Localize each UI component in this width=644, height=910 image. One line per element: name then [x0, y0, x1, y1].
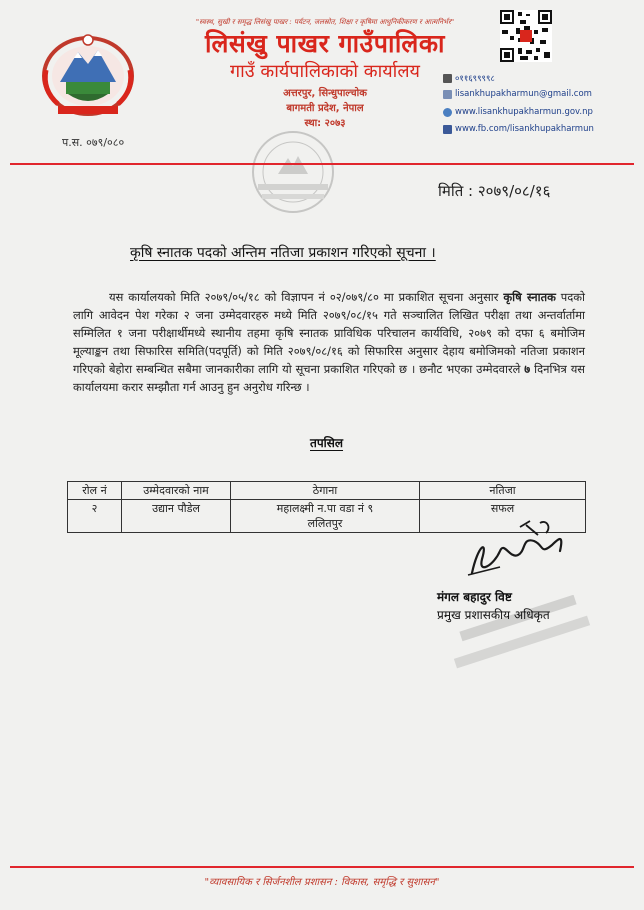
notice-date: मिति : २०७९/०८/१६	[438, 182, 551, 200]
reference-number: प.स. ०७९/०८०	[62, 136, 125, 149]
cell-roll: २	[68, 500, 122, 533]
cell-result: सफल	[420, 500, 586, 533]
col-result: नतिजा	[420, 482, 586, 500]
contact-phone: ०११६९९९९८	[443, 73, 495, 84]
col-name: उम्मेदवारको नाम	[122, 482, 231, 500]
header-tagline: "स्वस्थ, सुखी र समृद्ध लिसंखु पाखर : पर्यटन, जलस्रोत, शिक्षा र कृषिमा आधुनिकीकरण र आत्मनिर्भर"	[195, 18, 455, 26]
footer-divider	[10, 866, 634, 868]
address-line-1: अत्तरपुर, सिन्धुपाल्चोक	[283, 88, 367, 99]
col-address: ठेगाना	[231, 482, 420, 500]
signer-title: प्रमुख प्रशासकीय अधिकृत	[437, 608, 550, 622]
cell-address: महालक्ष्मी न.पा वडा नं ९ ललितपुर	[231, 500, 420, 533]
web-icon	[443, 108, 452, 117]
established-year: स्था: २०७३	[304, 118, 346, 129]
contact-email[interactable]: lisankhupakharmun@gmail.com	[443, 89, 592, 99]
table-header-row	[68, 482, 586, 500]
contact-facebook[interactable]: www.fb.com/lisankhupakharmun	[443, 124, 594, 134]
cell-name: उद्यान पौडेल	[122, 500, 231, 533]
nepal-emblem-logo	[38, 30, 138, 118]
office-name: लिसंखु पाखर गाउँपालिका	[204, 29, 446, 58]
header-divider	[10, 163, 634, 165]
phone-icon	[443, 74, 452, 83]
address-line-2: बागमती प्रदेश, नेपाल	[286, 103, 364, 114]
office-subtitle: गाउँ कार्यपालिकाको कार्यालय	[230, 61, 420, 82]
col-roll: रोल नं	[68, 482, 122, 500]
notice-body: यस कार्यालयको मिति २०७९/०५/१८ को विज्ञापन नं ०२/०७९/८० मा प्रकाशित सूचना अनुसार कृषि स्नातक पदको लागि आवेदन पेश गरेका २ जना उम्मेदवारहरु मध्ये मिति २०७९/०८/१५ गते सञ्चालित लिखित परीक्षा तथा अन्तर्वार्तामा सम्मिलित १ जना परीक्षार्थीमध्ये स्थानीय तहमा कृषि स्नातक प्राविधिक परिचालन कार्यविधि, २०७९ को दफा ६ बमोजिम मूल्याङ्कन तथा सिफारिस समिति(पदपूर्ति) को मिति २०७९/०८/१६ को सिफारिस अनुसार देहाय बमोजिमको नतिजा प्रकाशन गरिएको बेहोरा सम्बन्धित सबैमा जानकारीका लागि यो सूचना प्रकाशित गरिएको छ । छनौट भएका उम्मेदवारले ७ दिनभित्र यस कार्यालयमा करार सम्झौता गर्न आउनु हुन अनुरोध गरिन्छ ।	[73, 290, 585, 394]
details-heading: तपसिल	[310, 436, 344, 450]
signer-name: मंगल बहादुर विष्ट	[437, 590, 512, 604]
qr-code	[500, 10, 552, 62]
facebook-icon	[443, 125, 452, 134]
email-icon	[443, 90, 452, 99]
position-name: कृषि स्नातक	[503, 290, 556, 304]
contact-website[interactable]: www.lisankhupakharmun.gov.np	[443, 107, 593, 117]
notice-title: कृषि स्नातक पदको अन्तिम नतिजा प्रकाशन गरिएको सूचना ।	[130, 245, 436, 261]
handwritten-signature	[460, 515, 570, 587]
office-stamp	[228, 122, 358, 222]
footer-motto: "व्यावसायिक र सिर्जनशील प्रशासन : विकास, समृद्धि र सुशासन"	[204, 877, 440, 888]
days-count: ७	[524, 362, 531, 376]
